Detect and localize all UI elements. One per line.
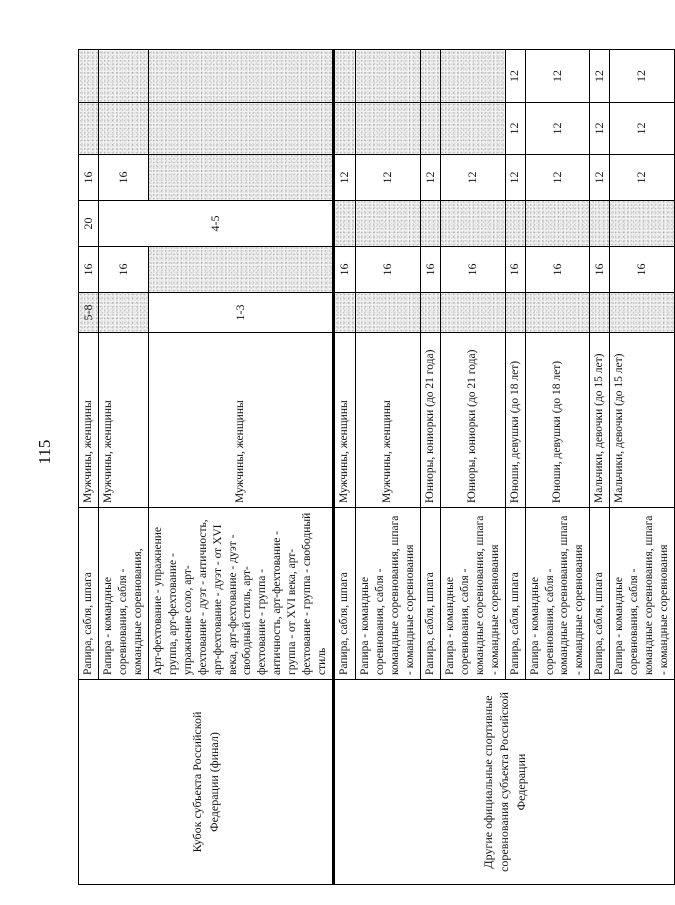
value-cell-c4: 12 xyxy=(420,155,440,201)
value-cell-c5 xyxy=(440,103,505,155)
value-cell-c1: 5-8 xyxy=(79,293,99,333)
value-cell-c6 xyxy=(440,50,505,103)
table-row xyxy=(334,50,356,885)
value-cell-c3 xyxy=(590,201,610,247)
value-cell-c4: 16 xyxy=(99,155,149,201)
gender-age-cell: Мужчины, женщины xyxy=(148,333,333,508)
value-cell-c1 xyxy=(610,293,675,333)
value-cell-c2: 16 xyxy=(505,247,525,293)
value-cell-c6: 12 xyxy=(590,50,610,103)
value-cell-c1 xyxy=(334,293,356,333)
discipline-cell: Рапира, сабля, шпага xyxy=(79,508,99,680)
gender-age-cell: Юноши, девушки (до 18 лет) xyxy=(525,333,590,508)
value-cell-c3: 20 xyxy=(79,201,99,247)
value-cell-c2: 16 xyxy=(334,247,356,293)
table-row xyxy=(79,50,99,885)
value-cell-c2: 16 xyxy=(420,247,440,293)
discipline-cell: Арт-фехтование - упражнение группа, арт-фехтование - упражнение соло, арт-фехтование - дуэт - античность, арт-фехтование - дуэт - от XVI века, арт-фехтование - дуэт - свободный стиль, арт-фехтование - группа - античность, арт-фехтование - группа - от XVI века, арт-фехтование - группа - свободный стиль xyxy=(148,508,333,680)
value-cell-c2: 16 xyxy=(440,247,505,293)
discipline-cell: Рапира - командные соревнования, сабля - командные соревнования, шпага - командные соревнования xyxy=(525,508,590,680)
value-cell-c5: 12 xyxy=(590,103,610,155)
discipline-cell: Рапира - командные соревнования, сабля - командные соревнования, xyxy=(99,508,149,680)
gender-age-cell: Мужчины, женщины xyxy=(99,333,149,508)
value-cell-c4: 12 xyxy=(505,155,525,201)
value-cell-c5 xyxy=(79,103,99,155)
value-cell-c6: 12 xyxy=(525,50,590,103)
value-cell-c1 xyxy=(590,293,610,333)
value-cell-c3 xyxy=(334,201,356,247)
gender-age-cell: Мальчики, девочки (до 15 лет) xyxy=(590,333,610,508)
value-cell-c4: 12 xyxy=(440,155,505,201)
gender-age-cell: Юниоры, юниорки (до 21 года) xyxy=(420,333,440,508)
value-cell-c1 xyxy=(99,293,149,333)
gender-age-cell: Юноши, девушки (до 18 лет) xyxy=(505,333,525,508)
value-cell-c3 xyxy=(440,201,505,247)
value-cell-c4 xyxy=(148,155,333,201)
discipline-cell: Рапира - командные соревнования, сабля - командные соревнования, шпага - командные соревнования xyxy=(610,508,675,680)
value-cell-c6 xyxy=(356,50,421,103)
value-cell-c4: 12 xyxy=(610,155,675,201)
value-cell-c5 xyxy=(420,103,440,155)
discipline-cell: Рапира, сабля, шпага xyxy=(420,508,440,680)
value-cell-c5: 12 xyxy=(525,103,590,155)
value-cell-c4: 12 xyxy=(525,155,590,201)
value-cell-c6 xyxy=(99,50,149,103)
sports-schedule-table xyxy=(78,49,675,885)
value-cell-c5 xyxy=(356,103,421,155)
value-cell-c6 xyxy=(148,50,333,103)
discipline-cell: Рапира, сабля, шпага xyxy=(334,508,356,680)
value-cell-c1 xyxy=(440,293,505,333)
value-cell-c1 xyxy=(420,293,440,333)
value-cell-c1 xyxy=(525,293,590,333)
discipline-cell: Рапира - командные соревнования, сабля - командные соревнования, шпага - командные соревнования xyxy=(440,508,505,680)
gender-age-cell: Мальчики, девочки (до 15 лет) xyxy=(610,333,675,508)
value-cell-c6 xyxy=(79,50,99,103)
value-cell-c6 xyxy=(334,50,356,103)
value-cell-c3 xyxy=(610,201,675,247)
value-cell-c5 xyxy=(99,103,149,155)
value-cell-c3 xyxy=(505,201,525,247)
value-cell-c6: 12 xyxy=(610,50,675,103)
gender-age-cell: Мужчины, женщины xyxy=(356,333,421,508)
value-cell-c3 xyxy=(420,201,440,247)
value-cell-c6: 12 xyxy=(505,50,525,103)
discipline-cell: Рапира, сабля, шпага xyxy=(590,508,610,680)
value-cell-c2: 16 xyxy=(79,247,99,293)
value-cell-c2: 16 xyxy=(356,247,421,293)
gender-age-cell: Мужчины, женщины xyxy=(334,333,356,508)
value-cell-c5: 12 xyxy=(610,103,675,155)
rotated-table-wrapper xyxy=(78,50,671,885)
value-cell-c5: 12 xyxy=(505,103,525,155)
value-cell-c1 xyxy=(356,293,421,333)
value-cell-c4: 12 xyxy=(356,155,421,201)
competition-name-cell: Кубок субъекта Российской Федерации (финал) xyxy=(79,680,334,885)
value-cell-c4: 12 xyxy=(590,155,610,201)
value-cell-c2: 16 xyxy=(610,247,675,293)
discipline-cell: Рапира - командные соревнования, сабля - командные соревнования, шпага - командные соревнования xyxy=(356,508,421,680)
value-cell-c3 xyxy=(356,201,421,247)
value-cell-c2: 16 xyxy=(590,247,610,293)
value-cell-c3: 4-5 xyxy=(99,201,334,247)
discipline-cell: Рапира, сабля, шпага xyxy=(505,508,525,680)
value-cell-c5 xyxy=(334,103,356,155)
value-cell-c4: 16 xyxy=(79,155,99,201)
gender-age-cell: Мужчины, женщины xyxy=(79,333,99,508)
page-number: 115 xyxy=(35,439,54,465)
value-cell-c4: 12 xyxy=(334,155,356,201)
value-cell-c1 xyxy=(505,293,525,333)
value-cell-c2: 16 xyxy=(525,247,590,293)
value-cell-c5 xyxy=(148,103,333,155)
value-cell-c1: 1-3 xyxy=(148,293,333,333)
value-cell-c2: 16 xyxy=(99,247,149,293)
value-cell-c6 xyxy=(420,50,440,103)
value-cell-c2 xyxy=(148,247,333,293)
competition-name-cell: Другие официальные спортивные соревнования субъекта Российской Федерации xyxy=(334,680,675,885)
value-cell-c3 xyxy=(525,201,590,247)
gender-age-cell: Юниоры, юниорки (до 21 года) xyxy=(440,333,505,508)
